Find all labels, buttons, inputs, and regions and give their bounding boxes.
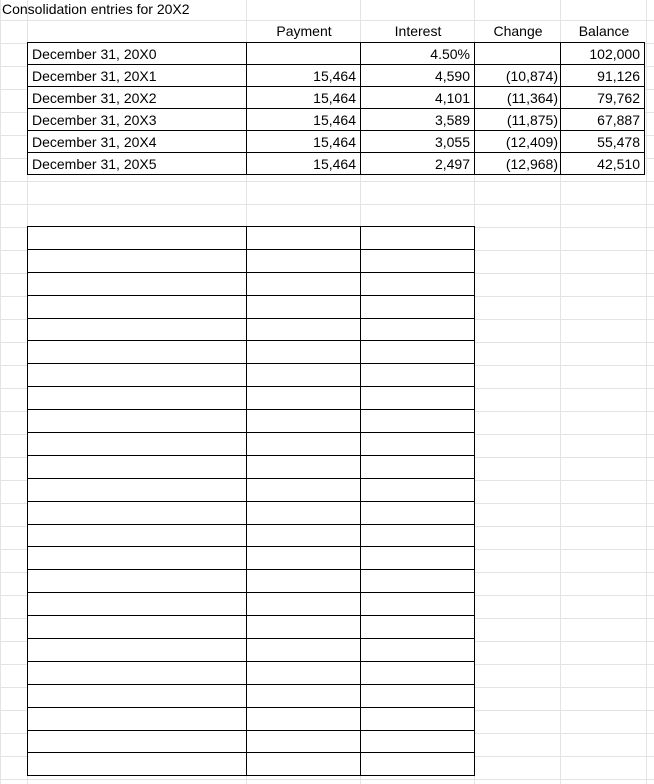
blank-cell[interactable] bbox=[361, 570, 475, 593]
blank-cell[interactable] bbox=[28, 318, 247, 341]
blank-cell[interactable] bbox=[28, 455, 247, 478]
blank-cell[interactable] bbox=[247, 753, 361, 776]
blank-cell[interactable] bbox=[247, 616, 361, 639]
blank-cell[interactable] bbox=[247, 433, 361, 456]
blank-cell[interactable] bbox=[247, 684, 361, 707]
blank-cell[interactable] bbox=[28, 501, 247, 524]
blank-row bbox=[28, 639, 475, 662]
payment-cell[interactable] bbox=[247, 43, 361, 65]
balance-cell[interactable]: 55,478 bbox=[561, 131, 645, 153]
date-cell[interactable]: December 31, 20X4 bbox=[28, 131, 247, 153]
table-row bbox=[28, 87, 645, 109]
blank-row bbox=[28, 730, 475, 753]
blank-cell[interactable] bbox=[28, 387, 247, 410]
blank-row bbox=[28, 318, 475, 341]
interest-cell[interactable]: 2,497 bbox=[361, 153, 475, 175]
balance-cell[interactable]: 102,000 bbox=[561, 43, 645, 65]
date-cell[interactable]: December 31, 20X0 bbox=[28, 43, 247, 65]
blank-cell[interactable] bbox=[247, 227, 361, 250]
blank-row bbox=[28, 524, 475, 547]
payment-cell[interactable]: 15,464 bbox=[247, 131, 361, 153]
blank-cell[interactable] bbox=[247, 501, 361, 524]
blank-cell[interactable] bbox=[247, 478, 361, 501]
blank-cell[interactable] bbox=[361, 249, 475, 272]
change-cell[interactable] bbox=[475, 43, 561, 65]
blank-cell[interactable] bbox=[28, 593, 247, 616]
blank-cell[interactable] bbox=[361, 593, 475, 616]
blank-cell[interactable] bbox=[361, 341, 475, 364]
blank-row bbox=[28, 753, 475, 776]
blank-cell[interactable] bbox=[28, 524, 247, 547]
interest-cell[interactable]: 4,101 bbox=[361, 87, 475, 109]
blank-row bbox=[28, 661, 475, 684]
table-row bbox=[28, 65, 645, 87]
blank-row bbox=[28, 249, 475, 272]
blank-row bbox=[28, 455, 475, 478]
blank-cell[interactable] bbox=[247, 318, 361, 341]
blank-cell[interactable] bbox=[28, 295, 247, 318]
table-row bbox=[28, 153, 645, 175]
payment-cell[interactable]: 15,464 bbox=[247, 153, 361, 175]
interest-cell[interactable]: 4,590 bbox=[361, 65, 475, 87]
blank-row bbox=[28, 616, 475, 639]
interest-cell[interactable]: 3,055 bbox=[361, 131, 475, 153]
blank-cell[interactable] bbox=[28, 410, 247, 433]
date-cell[interactable]: December 31, 20X3 bbox=[28, 109, 247, 131]
change-cell[interactable]: (12,409) bbox=[475, 131, 561, 153]
blank-row bbox=[28, 570, 475, 593]
blank-cell[interactable] bbox=[247, 455, 361, 478]
blank-row bbox=[28, 410, 475, 433]
blank-row bbox=[28, 364, 475, 387]
blank-row bbox=[28, 501, 475, 524]
table-row bbox=[28, 43, 645, 65]
blank-entry-grid bbox=[27, 226, 475, 776]
date-cell[interactable]: December 31, 20X1 bbox=[28, 65, 247, 87]
blank-cell[interactable] bbox=[361, 501, 475, 524]
blank-row bbox=[28, 295, 475, 318]
blank-row bbox=[28, 341, 475, 364]
sheet-title[interactable]: Consolidation entries for 20X2 bbox=[2, 1, 190, 17]
header-balance[interactable]: Balance bbox=[578, 23, 630, 39]
blank-cell[interactable] bbox=[28, 433, 247, 456]
blank-cell[interactable] bbox=[28, 272, 247, 295]
blank-cell[interactable] bbox=[361, 616, 475, 639]
blank-row bbox=[28, 593, 475, 616]
payment-cell[interactable]: 15,464 bbox=[247, 109, 361, 131]
change-cell[interactable]: (10,874) bbox=[475, 65, 561, 87]
interest-cell[interactable]: 4.50% bbox=[361, 43, 475, 65]
blank-cell[interactable] bbox=[361, 478, 475, 501]
blank-row bbox=[28, 547, 475, 570]
blank-cell[interactable] bbox=[361, 684, 475, 707]
blank-cell[interactable] bbox=[361, 387, 475, 410]
table-row bbox=[28, 109, 645, 131]
blank-cell[interactable] bbox=[361, 318, 475, 341]
blank-cell[interactable] bbox=[247, 387, 361, 410]
blank-row bbox=[28, 387, 475, 410]
header-interest[interactable]: Interest bbox=[394, 23, 442, 39]
blank-cell[interactable] bbox=[28, 570, 247, 593]
balance-cell[interactable]: 42,510 bbox=[561, 153, 645, 175]
blank-cell[interactable] bbox=[247, 639, 361, 662]
blank-cell[interactable] bbox=[361, 547, 475, 570]
blank-cell[interactable] bbox=[247, 730, 361, 753]
blank-cell[interactable] bbox=[361, 524, 475, 547]
blank-row bbox=[28, 433, 475, 456]
blank-cell[interactable] bbox=[28, 249, 247, 272]
change-cell[interactable]: (11,364) bbox=[475, 87, 561, 109]
blank-cell[interactable] bbox=[247, 593, 361, 616]
balance-cell[interactable]: 79,762 bbox=[561, 87, 645, 109]
blank-cell[interactable] bbox=[28, 684, 247, 707]
payment-cell[interactable]: 15,464 bbox=[247, 65, 361, 87]
blank-cell[interactable] bbox=[247, 364, 361, 387]
blank-cell[interactable] bbox=[361, 433, 475, 456]
change-cell[interactable]: (11,875) bbox=[475, 109, 561, 131]
date-cell[interactable]: December 31, 20X5 bbox=[28, 153, 247, 175]
blank-cell[interactable] bbox=[247, 661, 361, 684]
blank-cell[interactable] bbox=[247, 570, 361, 593]
blank-cell[interactable] bbox=[28, 341, 247, 364]
amortization-schedule-table bbox=[27, 42, 645, 175]
blank-cell[interactable] bbox=[247, 410, 361, 433]
blank-cell[interactable] bbox=[28, 753, 247, 776]
payment-cell[interactable]: 15,464 bbox=[247, 87, 361, 109]
blank-cell[interactable] bbox=[361, 295, 475, 318]
blank-cell[interactable] bbox=[361, 753, 475, 776]
header-payment[interactable]: Payment bbox=[276, 23, 332, 39]
blank-cell[interactable] bbox=[361, 410, 475, 433]
blank-row bbox=[28, 707, 475, 730]
blank-cell[interactable] bbox=[361, 661, 475, 684]
blank-cell[interactable] bbox=[247, 707, 361, 730]
change-cell[interactable]: (12,968) bbox=[475, 153, 561, 175]
blank-cell[interactable] bbox=[28, 478, 247, 501]
blank-cell[interactable] bbox=[28, 661, 247, 684]
blank-cell[interactable] bbox=[247, 547, 361, 570]
blank-cell[interactable] bbox=[247, 272, 361, 295]
blank-row bbox=[28, 272, 475, 295]
blank-row bbox=[28, 478, 475, 501]
blank-cell[interactable] bbox=[247, 295, 361, 318]
blank-cell[interactable] bbox=[28, 639, 247, 662]
blank-cell[interactable] bbox=[361, 730, 475, 753]
balance-cell[interactable]: 67,887 bbox=[561, 109, 645, 131]
header-change[interactable]: Change bbox=[493, 23, 543, 39]
blank-cell[interactable] bbox=[247, 524, 361, 547]
blank-cell[interactable] bbox=[361, 707, 475, 730]
blank-cell[interactable] bbox=[361, 227, 475, 250]
blank-cell[interactable] bbox=[28, 616, 247, 639]
blank-row bbox=[28, 684, 475, 707]
blank-row bbox=[28, 227, 475, 250]
blank-cell[interactable] bbox=[28, 707, 247, 730]
interest-cell[interactable]: 3,589 bbox=[361, 109, 475, 131]
blank-cell[interactable] bbox=[361, 364, 475, 387]
date-cell[interactable]: December 31, 20X2 bbox=[28, 87, 247, 109]
blank-cell[interactable] bbox=[28, 364, 247, 387]
blank-cell[interactable] bbox=[28, 227, 247, 250]
blank-cell[interactable] bbox=[247, 249, 361, 272]
blank-cell[interactable] bbox=[361, 455, 475, 478]
blank-cell[interactable] bbox=[28, 730, 247, 753]
blank-cell[interactable] bbox=[247, 341, 361, 364]
blank-cell[interactable] bbox=[361, 272, 475, 295]
blank-cell[interactable] bbox=[361, 639, 475, 662]
balance-cell[interactable]: 91,126 bbox=[561, 65, 645, 87]
blank-cell[interactable] bbox=[28, 547, 247, 570]
table-row bbox=[28, 131, 645, 153]
